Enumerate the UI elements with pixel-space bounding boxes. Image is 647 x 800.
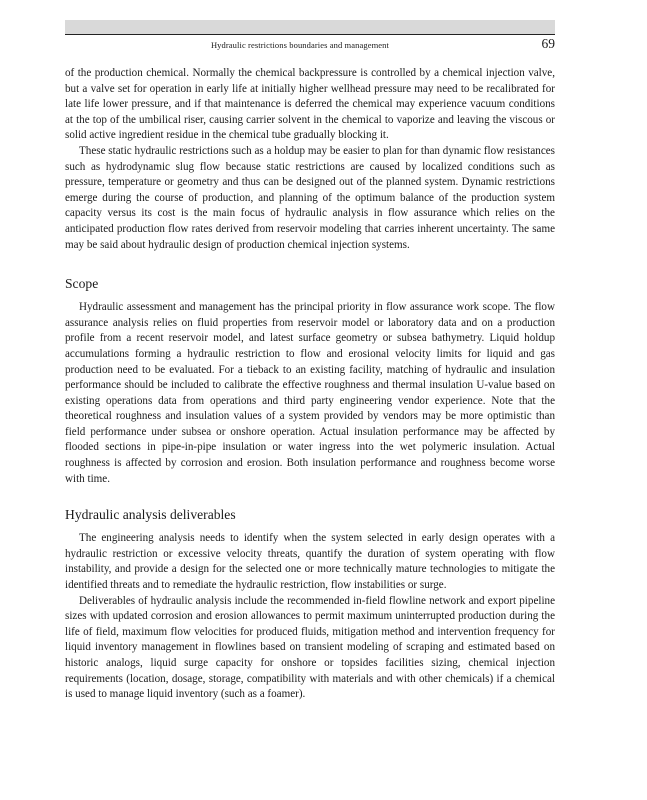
running-title: Hydraulic restrictions boundaries and management: [210, 40, 389, 50]
body-paragraph: Hydraulic assessment and management has the principal priority in flow assurance work scope. The flow assurance analysis relies on fluid properties from reservoir model or laboratory data and on a production profile from a recent reservoir model, and latest surface geometry or subsea bathymetry. Liquid holdup accumulations forming a hydraulic restriction to flow and erosional velocity limits for liquid and gas production need to be evaluated. For a tieback to an existing facility, matching of hydraulic and insulation performance should be included to calibrate the effective roughness and thermal insulation U-value based on existing operations data from operations and third party engineering vendor experience. Note that the theoretical roughness and insulation values of a system provided by vendors may be more optimistic than field performance under subsea or onshore operation. Actual insulation performance may be affected by flooded sections in pipe-in-pipe insulation or water ingress into the wet polymeric insulation. Actual roughness is affected by corrosion and erosion. Both insulation performance and roughness become worse with time.: [65, 301, 555, 485]
body-paragraph: Deliverables of hydraulic analysis include the recommended in-field flowline network and export pipeline sizes with updated corrosion and erosion allowances to permit maximum uninterrupted production during the life of field, maximum flow velocities for produced fluids, mitigation method and intervention frequency for liquid inventory management in flowlines based on transient modeling of scraping and estimated based on historic analogs, liquid surge capacity for onshore or topsides facilities sizing, chemical injection requirements (location, dosage, storage, compatibility with materials and with other chemicals) if a chemical is used to manage liquid inventory (such as a foamer).: [65, 594, 555, 701]
running-header: [65, 37, 555, 55]
page-body: [65, 66, 555, 703]
section-heading-scope: Scope: [65, 276, 99, 292]
header-rule: [65, 34, 555, 35]
body-paragraph: These static hydraulic restrictions such as a holdup may be easier to plan for than dynamic flow resistances such as hydrodynamic slug flow because static restrictions are caused by localized conditions such as pressure, temperature or geometry and thus can be designed out of the planned system. Dynamic restrictions emerge during the course of production, and planning of the optimum balance of the production system capacity versus its cost is the main focus of hydraulic analysis in flow assurance which relies on the anticipated production flow rates derived from reservoir modeling that carries inherent uncertainty. The same may be said about hydraulic design of production chemical injection systems.: [65, 144, 555, 251]
section-heading-deliverables: Hydraulic analysis deliverables: [65, 507, 236, 523]
body-paragraph: The engineering analysis needs to identify when the system selected in early design operates with a hydraulic restriction or excessive velocity threats, quantify the duration of system operating with flow instability, and provide a design for the selected one or more technically mature technologies to mitigate the identified threats and to remediate the hydraulic restriction, flow instabilities or surge.: [65, 532, 555, 592]
page-number: 69: [541, 36, 555, 51]
body-paragraph: of the production chemical. Normally the chemical backpressure is controlled by a chemical injection valve, but a valve set for operation in early life at initially higher wellhead pressure may need to be recalibrated for late life lower pressure, and if that maintenance is deferred the chemical may experience vacuum conditions at the top of the umbilical riser, causing carrier solvent in the chemical to vaporize and leaving the viscous or solid active ingredient residue in the chemical tube gradually blocking it.: [65, 67, 555, 142]
header-band: [65, 20, 555, 34]
